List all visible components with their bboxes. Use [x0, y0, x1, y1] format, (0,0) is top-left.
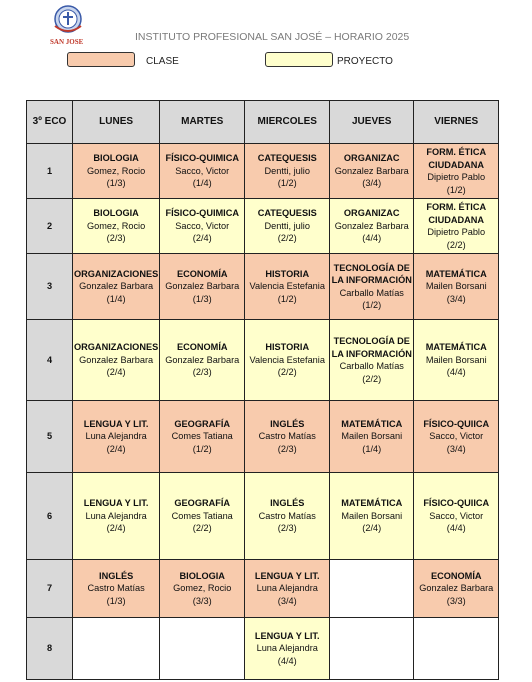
teacher-name: Gomez, Rocio [173, 583, 232, 594]
schedule-cell [414, 618, 499, 680]
class-entry [414, 201, 498, 251]
schedule-cell [245, 199, 330, 254]
schedule-cell [160, 473, 245, 560]
day-header: JUEVES [330, 101, 414, 144]
slot-number: 6 [27, 473, 73, 560]
session-fraction: (2/3) [106, 233, 126, 244]
subject-name: ORGANIZAC [343, 153, 400, 164]
subject-name: INGLÉS [99, 570, 134, 581]
schedule-cell [160, 560, 245, 618]
session-fraction: (1/2) [192, 443, 212, 454]
class-entry [245, 268, 329, 306]
session-fraction: (1/3) [106, 178, 126, 189]
class-entry [245, 630, 329, 668]
subject-name: TECNOLOGÍA DE LA INFORMACIÓN [331, 336, 412, 359]
teacher-name: Castro Matías [87, 583, 145, 594]
day-header: MIERCOLES [245, 101, 330, 144]
teacher-name: Mailen Borsani [341, 431, 403, 442]
schedule-row [27, 254, 499, 320]
legend-label-proyecto: PROYECTO [337, 56, 393, 67]
schedule-cell [414, 199, 499, 254]
session-fraction: (2/4) [106, 367, 126, 378]
session-fraction: (1/2) [362, 300, 382, 310]
subject-name: FÍSICO-QUIMICA [165, 153, 239, 164]
subject-name: LENGUA Y LIT. [254, 570, 320, 581]
schedule-cell [245, 618, 330, 680]
teacher-name: Gonzalez Barbara [334, 165, 409, 176]
school-logo [48, 4, 88, 48]
session-fraction: (2/2) [277, 233, 297, 244]
subject-name: TECNOLOGÍA DE LA INFORMACIÓN [331, 262, 412, 285]
teacher-name: Dentti, julio [264, 165, 310, 176]
schedule-row [27, 618, 499, 680]
session-fraction: (3/3) [446, 595, 466, 606]
subject-name: LENGUA Y LIT. [83, 498, 149, 509]
slot-number: 2 [27, 199, 73, 254]
subject-name: CATEQUESIS [257, 208, 317, 219]
subject-name: FORM. ÉTICA CIUDADANA [426, 147, 487, 170]
class-entry [160, 418, 244, 456]
schedule-cell [160, 199, 245, 254]
schedule-row [27, 401, 499, 473]
class-entry [330, 497, 413, 535]
class-entry [160, 341, 244, 379]
class-entry [414, 146, 498, 196]
schedule-cell [245, 320, 330, 401]
schedule-cell [330, 401, 414, 473]
session-fraction: (3/4) [446, 443, 466, 454]
schedule-row [27, 560, 499, 618]
day-header: MARTES [160, 101, 245, 144]
schedule-cell [330, 473, 414, 560]
schedule-cell [73, 560, 160, 618]
class-entry [414, 497, 498, 535]
session-fraction: (3/4) [446, 293, 466, 304]
schedule-cell [245, 560, 330, 618]
teacher-name: Comes Tatiana [171, 510, 233, 521]
session-fraction: (2/4) [362, 523, 382, 534]
subject-name: FÍSICO-QUIICA [423, 498, 490, 509]
slot-number: 4 [27, 320, 73, 401]
teacher-name: Valencia Estefania [249, 354, 325, 365]
teacher-name: Valencia Estefania [249, 281, 325, 292]
schedule-cell [414, 320, 499, 401]
session-fraction: (1/3) [106, 595, 126, 606]
schedule-cell [414, 401, 499, 473]
schedule-cell [330, 199, 414, 254]
teacher-name: Dipietro Pablo [427, 227, 486, 237]
teacher-name: Luna Alejandra [256, 643, 318, 654]
subject-name: ORGANIZACIONES [74, 268, 159, 279]
teacher-name: Carballo Matías [339, 361, 404, 371]
class-entry [245, 418, 329, 456]
class-entry [330, 152, 413, 190]
class-entry [160, 497, 244, 535]
session-fraction: (2/4) [192, 233, 212, 244]
schedule-row [27, 473, 499, 560]
schedule-cell [330, 320, 414, 401]
teacher-name: Mailen Borsani [425, 354, 487, 365]
schedule-cell [245, 144, 330, 199]
session-fraction: (1/4) [106, 293, 126, 304]
schedule-cell [330, 144, 414, 199]
teacher-name: Gomez, Rocio [87, 165, 146, 176]
schedule-table [26, 100, 499, 680]
class-entry [414, 341, 498, 379]
schedule-cell [245, 473, 330, 560]
schedule-cell [414, 473, 499, 560]
class-entry [73, 341, 159, 379]
schedule-cell [73, 618, 160, 680]
class-entry [160, 207, 244, 245]
subject-name: GEOGRAFÍA [174, 498, 231, 509]
session-fraction: (2/2) [362, 373, 382, 384]
subject-name: BIOLOGIA [93, 153, 139, 164]
teacher-name: Gonzalez Barbara [79, 354, 154, 365]
class-entry [160, 268, 244, 306]
teacher-name: Sacco, Victor [429, 431, 484, 442]
teacher-name: Sacco, Victor [429, 510, 484, 521]
session-fraction: (4/4) [277, 655, 297, 666]
subject-name: HISTORIA [265, 342, 310, 353]
schedule-sheet [26, 100, 499, 680]
teacher-name: Sacco, Victor [175, 165, 230, 176]
session-fraction: (4/4) [446, 523, 466, 534]
schedule-body [27, 144, 499, 680]
session-fraction: (2/2) [446, 239, 466, 250]
schedule-cell [73, 199, 160, 254]
schedule-cell [414, 560, 499, 618]
teacher-name: Castro Matías [258, 431, 316, 442]
session-fraction: (4/4) [362, 233, 382, 244]
teacher-name: Luna Alejandra [256, 583, 318, 594]
subject-name: FÍSICO-QUIMICA [165, 208, 239, 219]
session-fraction: (2/4) [106, 443, 126, 454]
legend-swatch-clase [67, 52, 135, 67]
subject-name: ORGANIZAC [343, 208, 400, 219]
teacher-name: Gonzalez Barbara [334, 220, 409, 231]
class-entry [245, 497, 329, 535]
subject-name: ECONOMÍA [430, 570, 482, 581]
class-entry [245, 570, 329, 608]
subject-name: INGLÉS [270, 498, 305, 509]
session-fraction: (2/3) [277, 443, 297, 454]
session-fraction: (2/2) [192, 523, 212, 534]
subject-name: MATEMÁTICA [341, 418, 403, 429]
schedule-cell [160, 401, 245, 473]
teacher-name: Gonzalez Barbara [165, 281, 240, 292]
session-fraction: (2/3) [192, 367, 212, 378]
schedule-cell [414, 144, 499, 199]
subject-name: ORGANIZACIONES [74, 342, 159, 353]
class-entry [73, 497, 159, 535]
subject-name: MATEMÁTICA [425, 342, 487, 353]
schedule-cell [73, 320, 160, 401]
session-fraction: (2/2) [277, 367, 297, 378]
teacher-name: Mailen Borsani [425, 281, 487, 292]
session-fraction: (1/2) [277, 293, 297, 304]
session-fraction: (1/2) [446, 184, 466, 195]
session-fraction: (1/4) [362, 443, 382, 454]
class-entry [330, 207, 413, 245]
class-entry [245, 152, 329, 190]
class-entry [330, 418, 413, 456]
teacher-name: Gonzalez Barbara [79, 281, 154, 292]
schedule-cell [245, 401, 330, 473]
header-row [27, 101, 499, 144]
teacher-name: Luna Alejandra [85, 510, 147, 521]
schedule-cell [73, 254, 160, 320]
subject-name: ECONOMÍA [176, 342, 228, 353]
subject-name: BIOLOGIA [93, 208, 139, 219]
schedule-cell [160, 144, 245, 199]
class-entry [414, 418, 498, 456]
teacher-name: Comes Tatiana [171, 431, 233, 442]
subject-name: FORM. ÉTICA CIUDADANA [426, 202, 487, 225]
session-fraction: (3/4) [277, 595, 297, 606]
slot-number: 5 [27, 401, 73, 473]
subject-name: HISTORIA [265, 268, 310, 279]
teacher-name: Dipietro Pablo [427, 172, 486, 182]
session-fraction: (1/3) [192, 293, 212, 304]
class-entry [414, 268, 498, 306]
class-entry [73, 418, 159, 456]
schedule-row [27, 320, 499, 401]
class-entry [73, 207, 159, 245]
schedule-cell [160, 618, 245, 680]
schedule-cell [73, 401, 160, 473]
session-fraction: (1/4) [192, 178, 212, 189]
class-entry [245, 341, 329, 379]
subject-name: CATEQUESIS [257, 153, 317, 164]
day-header: LUNES [73, 101, 160, 144]
teacher-name: Gonzalez Barbara [419, 583, 494, 594]
class-entry [160, 570, 244, 608]
schedule-cell [245, 254, 330, 320]
teacher-name: Sacco, Victor [175, 220, 230, 231]
schedule-cell [73, 144, 160, 199]
schedule-cell [330, 618, 414, 680]
slot-number: 8 [27, 618, 73, 680]
schedule-row [27, 144, 499, 199]
session-fraction: (1/2) [277, 178, 297, 189]
schedule-row [27, 199, 499, 254]
subject-name: MATEMÁTICA [425, 268, 487, 279]
schedule-cell [160, 320, 245, 401]
slot-number: 3 [27, 254, 73, 320]
schedule-cell [73, 473, 160, 560]
subject-name: FÍSICO-QUIICA [423, 418, 490, 429]
subject-name: MATEMÁTICA [341, 498, 403, 509]
teacher-name: Gonzalez Barbara [165, 354, 240, 365]
subject-name: ECONOMÍA [176, 268, 228, 279]
subject-name: GEOGRAFÍA [174, 418, 231, 429]
class-entry [73, 268, 159, 306]
teacher-name: Carballo Matías [339, 287, 404, 298]
session-fraction: (3/4) [362, 178, 382, 189]
teacher-name: Dentti, julio [264, 220, 310, 231]
subject-name: LENGUA Y LIT. [254, 630, 320, 641]
class-entry [245, 207, 329, 245]
page-title: INSTITUTO PROFESIONAL SAN JOSÉ – HORARIO 2025 [135, 31, 410, 43]
subject-name: BIOLOGIA [179, 570, 225, 581]
day-header: VIERNES [414, 101, 499, 144]
class-entry [414, 570, 498, 608]
session-fraction: (2/3) [277, 523, 297, 534]
logo-text: SAN JOSE [50, 38, 84, 46]
class-entry [330, 262, 413, 312]
corner-cell: 3º ECO [27, 101, 73, 144]
schedule-cell [330, 254, 414, 320]
class-entry [73, 152, 159, 190]
schedule-cell [414, 254, 499, 320]
slot-number: 1 [27, 144, 73, 199]
teacher-name: Castro Matías [258, 510, 316, 521]
teacher-name: Mailen Borsani [341, 510, 403, 521]
subject-name: INGLÉS [270, 418, 305, 429]
class-entry [330, 335, 413, 385]
slot-number: 7 [27, 560, 73, 618]
legend-swatch-proyecto [265, 52, 333, 67]
schedule-cell [330, 560, 414, 618]
teacher-name: Gomez, Rocio [87, 220, 146, 231]
legend-label-clase: CLASE [146, 56, 179, 67]
class-entry [73, 570, 159, 608]
session-fraction: (2/4) [106, 523, 126, 534]
subject-name: LENGUA Y LIT. [83, 418, 149, 429]
teacher-name: Luna Alejandra [85, 431, 147, 442]
class-entry [160, 152, 244, 190]
session-fraction: (3/3) [192, 595, 212, 606]
session-fraction: (4/4) [446, 367, 466, 378]
schedule-cell [160, 254, 245, 320]
